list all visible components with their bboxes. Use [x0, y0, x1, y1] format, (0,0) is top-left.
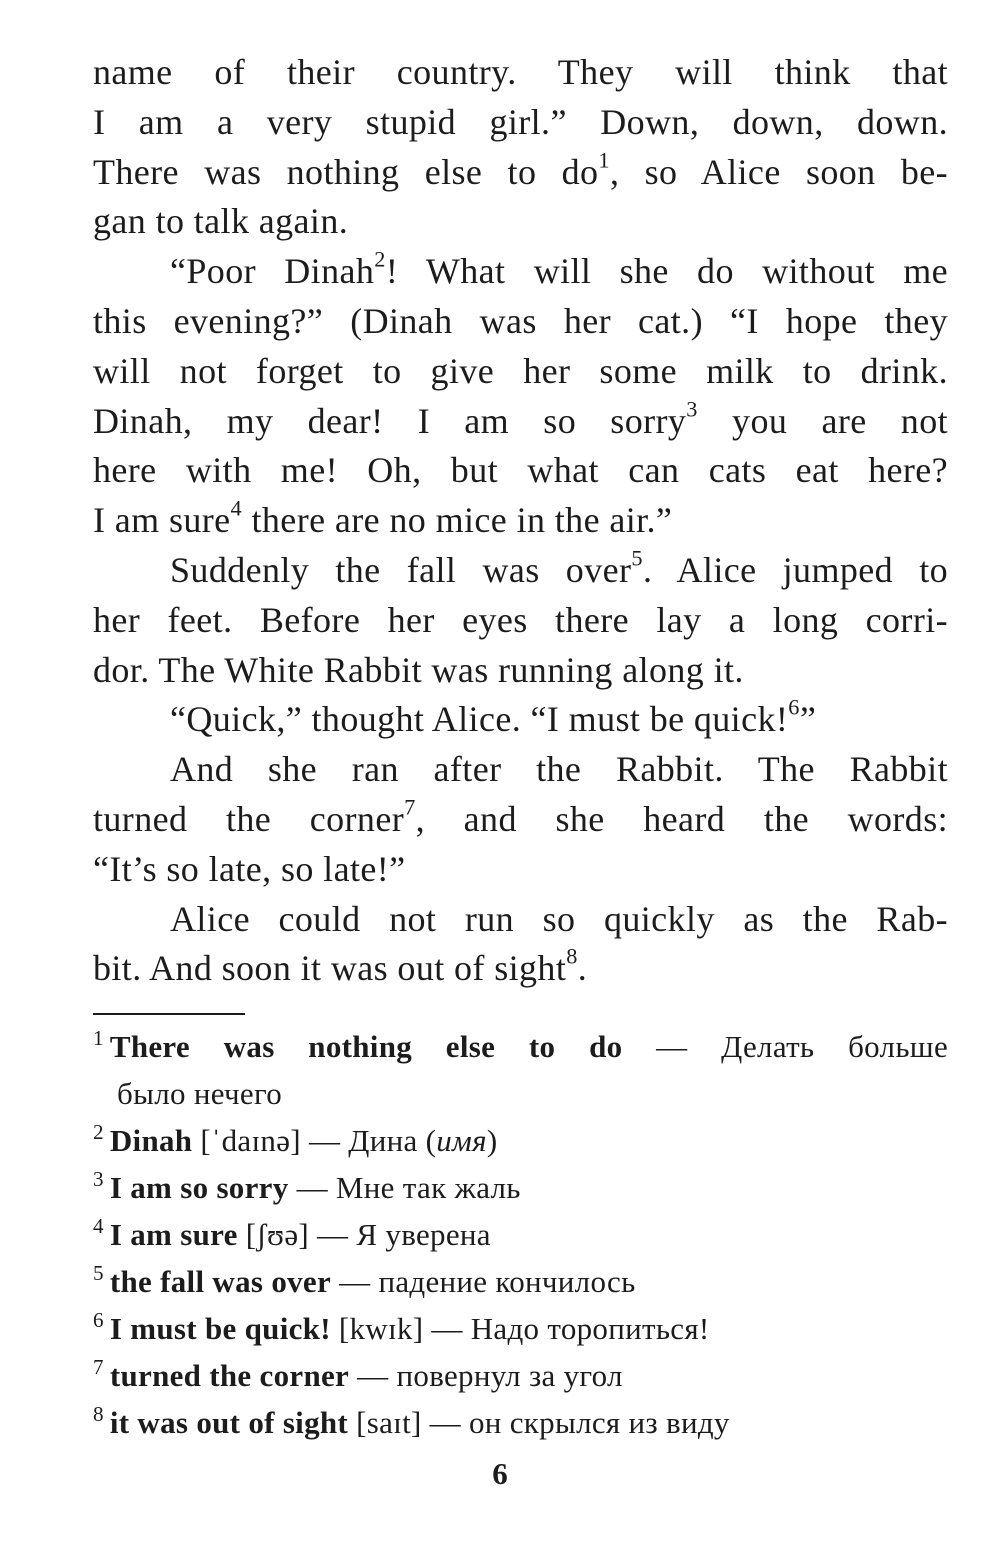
footnote-divider	[93, 1013, 245, 1015]
footnote-marker: 6	[788, 694, 800, 720]
footnote-term: turned the corner	[109, 1358, 350, 1393]
footnote-term: I am so sorry	[109, 1170, 289, 1205]
text-line: I am a very stupid girl.” Down, down, down.	[93, 101, 948, 142]
footnote-number: 5	[93, 1261, 104, 1286]
footnote-tail: )	[486, 1123, 498, 1158]
text-line	[93, 397, 948, 447]
footnote-number: 4	[93, 1214, 104, 1239]
text-line: this evening?” (Dinah was her cat.) “I hope they	[93, 300, 948, 341]
footnote-translation: было нечего	[117, 1076, 282, 1111]
text-line: name of their country. They will think that	[93, 52, 948, 92]
footnote-line	[93, 1023, 948, 1070]
text-segment: ”	[799, 699, 817, 740]
footnote-translation: — он скрылся из виду	[421, 1405, 730, 1440]
text-line: her feet. Before her eyes there lay a long corri-	[93, 599, 948, 640]
text-line	[93, 944, 948, 994]
footnote-term: it was out of sight	[109, 1405, 349, 1440]
text-segment: there are no mice in the air.”	[242, 500, 673, 541]
text-segment: Dinah, my dear! I am so sorry	[93, 400, 687, 441]
footnote-line	[93, 1305, 948, 1352]
footnote-number: 2	[93, 1120, 104, 1145]
footnote-line	[93, 1399, 948, 1446]
text-line: gan to talk again.	[93, 201, 349, 242]
text-line: here with me! Oh, but what can cats eat here?	[93, 450, 948, 491]
page-body	[93, 48, 948, 994]
footnote-number: 8	[93, 1402, 104, 1427]
footnote-line	[93, 1117, 948, 1164]
text-segment: turned the corner	[93, 798, 405, 839]
text-segment: ! What will she do without me	[385, 251, 949, 292]
text-segment: I am sure	[93, 500, 231, 541]
footnote-note: имя	[436, 1123, 487, 1158]
story-text	[93, 48, 948, 994]
text-line	[93, 795, 948, 845]
footnote-term: I must be quick!	[109, 1311, 331, 1346]
text-line	[93, 695, 948, 745]
footnote-translation: — падение кончилось	[331, 1264, 636, 1299]
footnote-marker: 5	[631, 545, 643, 571]
footnote-number: 6	[93, 1308, 104, 1333]
footnote-translation: — повернул за угол	[349, 1358, 623, 1393]
text-line: Alice could not run so quickly as the Rab-	[170, 898, 948, 939]
text-line	[93, 148, 948, 198]
footnote-line	[93, 1258, 948, 1305]
footnote-line	[93, 1352, 948, 1399]
footnote-transcription: [saɪt]	[348, 1405, 422, 1440]
text-line	[93, 546, 948, 596]
text-line: will not forget to give her some milk to drink.	[93, 350, 948, 391]
text-line	[93, 496, 948, 546]
text-segment: “Quick,” thought Alice. “I must be quick!	[170, 699, 789, 740]
footnote-number: 3	[93, 1167, 104, 1192]
text-line	[93, 247, 948, 297]
footnote-translation: — Делать больше	[622, 1029, 948, 1064]
footnote-term: There was nothing else to do	[109, 1029, 623, 1064]
footnote-marker: 8	[566, 943, 578, 969]
footnote-line	[93, 1070, 948, 1117]
text-segment: “Poor Dinah	[170, 251, 375, 292]
text-segment: .	[577, 948, 588, 989]
footnotes-section	[93, 1023, 948, 1446]
footnote-term: I am sure	[109, 1217, 238, 1252]
text-segment: Suddenly the fall was over	[170, 549, 632, 590]
footnote-marker: 1	[598, 146, 610, 172]
footnote-term: the fall was over	[109, 1264, 332, 1299]
text-line: dor. The White Rabbit was running along it.	[93, 649, 744, 690]
text-segment: . Alice jumped to	[642, 549, 948, 590]
text-line: “It’s so late, so late!”	[93, 848, 406, 889]
footnote-transcription: [ˈdaɪnə]	[192, 1123, 301, 1158]
text-segment: , so Alice soon be-	[609, 151, 948, 192]
text-segment: you are not	[697, 400, 948, 441]
footnote-translation: — Надо торопиться!	[423, 1311, 710, 1346]
text-segment: bit. And soon it was out of sight	[93, 948, 567, 989]
footnote-transcription: [ʃʊə]	[237, 1217, 309, 1252]
page-number: 6	[492, 1456, 508, 1491]
footnote-transcription: [kwɪk]	[330, 1311, 424, 1346]
footnote-line	[93, 1164, 948, 1211]
footnote-number: 1	[93, 1026, 104, 1051]
text-segment: , and she heard the words:	[415, 798, 949, 839]
footnote-line	[93, 1211, 948, 1258]
footnote-translation: — Дина (	[300, 1123, 437, 1158]
footnote-marker: 4	[230, 495, 243, 521]
footnote-marker: 7	[404, 794, 416, 820]
footnote-number: 7	[93, 1355, 104, 1380]
footnote-marker: 3	[686, 395, 698, 421]
footnote-term: Dinah	[109, 1123, 193, 1158]
footnote-translation: — Мне так жаль	[288, 1170, 521, 1205]
footnote-translation: — Я уверена	[309, 1217, 491, 1252]
text-segment: There was nothing else to do	[93, 151, 599, 192]
text-line: And she ran after the Rabbit. The Rabbit	[170, 749, 948, 790]
footnote-marker: 2	[374, 246, 386, 272]
